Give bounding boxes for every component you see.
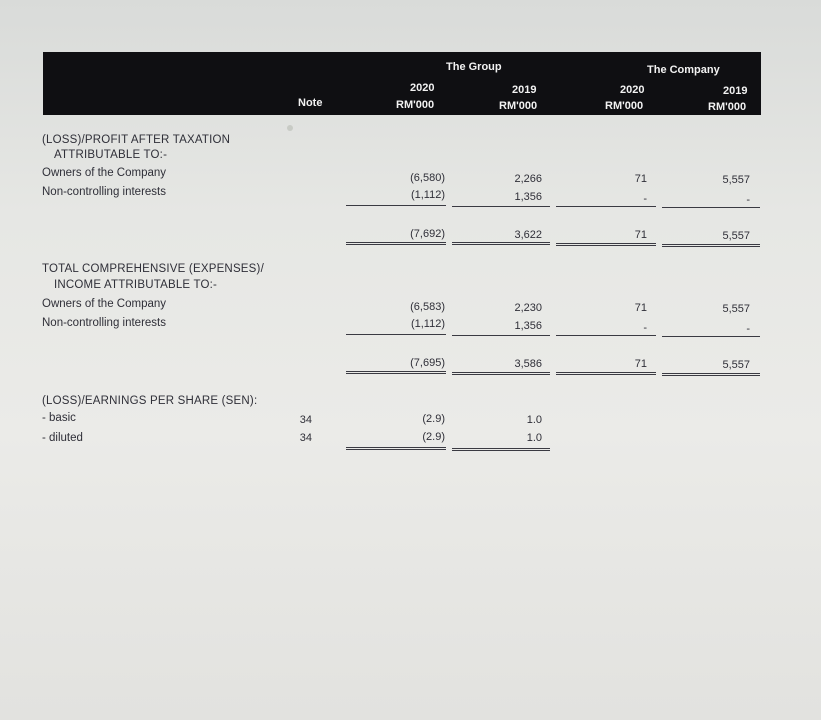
group-2019-year: 2019 bbox=[512, 84, 537, 96]
s2-r2-group-2020: (1,112) bbox=[410, 318, 445, 330]
s1-total-group-2019: 3,622 bbox=[514, 229, 542, 241]
s1-r2-group-2019: 1,356 bbox=[514, 191, 542, 203]
note-column-heading: Note bbox=[298, 97, 323, 109]
s3-r1-group-2019: 1.0 bbox=[526, 414, 542, 426]
s1-r1-group-2019: 2,266 bbox=[514, 173, 542, 185]
s1-subtotal-rule-company-2020 bbox=[556, 206, 656, 207]
s1-total-rule-company-2019 bbox=[662, 244, 760, 245]
s1-r2-company-2020: - bbox=[643, 193, 647, 205]
s1-r1-group-2020: (6,580) bbox=[410, 172, 445, 184]
s2-r2-company-2020: - bbox=[643, 322, 647, 334]
s3-r2-group-2020: (2.9) bbox=[422, 431, 445, 443]
section2-title-line1: TOTAL COMPREHENSIVE (EXPENSES)/ bbox=[42, 263, 264, 275]
s2-r2-company-2019: - bbox=[746, 323, 750, 335]
company-2020-unit: RM'000 bbox=[605, 100, 644, 112]
s2-total-rule-group-2020 bbox=[346, 371, 446, 372]
s2-total-group-2019: 3,586 bbox=[514, 358, 542, 370]
section1-row2-label: Non-controlling interests bbox=[42, 186, 167, 198]
company-2019-unit: RM'000 bbox=[708, 101, 747, 113]
section2-title-line2: INCOME ATTRIBUTABLE TO:- bbox=[54, 279, 218, 291]
s1-r1-company-2019: 5,557 bbox=[722, 174, 750, 186]
group-column-heading: The Group bbox=[446, 61, 502, 73]
s2-total-rule-company-2020 bbox=[556, 372, 656, 373]
s2-r1-group-2019: 2,230 bbox=[514, 302, 542, 314]
s1-total-rule-group-2019 bbox=[452, 242, 550, 243]
s2-subtotal-rule-company-2019 bbox=[662, 336, 760, 337]
s3-total-rule-group-2019 bbox=[452, 448, 550, 449]
section3-row2-label: - diluted bbox=[42, 432, 83, 444]
company-column-heading: The Company bbox=[647, 64, 720, 76]
s2-total-company-2019: 5,557 bbox=[722, 359, 750, 371]
s2-subtotal-rule-group-2019 bbox=[452, 335, 550, 336]
s1-total-company-2019: 5,557 bbox=[722, 230, 750, 242]
s1-total-rule-company-2020 bbox=[556, 243, 656, 244]
s3-r2-note: 34 bbox=[299, 432, 312, 444]
s1-subtotal-rule-company-2019 bbox=[662, 207, 760, 208]
section2-row2-label: Non-controlling interests bbox=[42, 317, 167, 329]
s1-total-company-2020: 71 bbox=[634, 229, 647, 241]
s2-total-rule-company-2019 bbox=[662, 373, 760, 374]
s3-total-rule-group-2020 bbox=[346, 447, 446, 448]
s1-r1-company-2020: 71 bbox=[634, 173, 647, 185]
s1-r2-group-2020: (1,112) bbox=[410, 189, 445, 201]
s2-r1-company-2020: 71 bbox=[634, 302, 647, 314]
s3-r2-group-2019: 1.0 bbox=[526, 432, 542, 444]
s2-r1-group-2020: (6,583) bbox=[410, 301, 445, 313]
company-2020-year: 2020 bbox=[620, 84, 645, 96]
s3-r1-note: 34 bbox=[299, 414, 312, 426]
s2-subtotal-rule-group-2020 bbox=[346, 334, 446, 335]
s2-total-rule-group-2019 bbox=[452, 372, 550, 373]
section3-title: (LOSS)/EARNINGS PER SHARE (SEN): bbox=[42, 395, 258, 407]
s1-total-group-2020: (7,692) bbox=[410, 228, 445, 240]
company-2019-year: 2019 bbox=[723, 85, 748, 97]
s1-total-rule-group-2020 bbox=[346, 242, 446, 243]
s1-r2-company-2019: - bbox=[746, 194, 750, 206]
s2-r1-company-2019: 5,557 bbox=[722, 303, 750, 315]
s2-subtotal-rule-company-2020 bbox=[556, 335, 656, 336]
s3-r1-group-2020: (2.9) bbox=[422, 413, 445, 425]
s2-r2-group-2019: 1,356 bbox=[514, 320, 542, 332]
section2-row1-label: Owners of the Company bbox=[42, 298, 167, 310]
section1-title-line1: (LOSS)/PROFIT AFTER TAXATION bbox=[42, 134, 231, 146]
s1-subtotal-rule-group-2019 bbox=[452, 206, 550, 207]
group-2020-unit: RM'000 bbox=[396, 99, 435, 111]
s2-total-group-2020: (7,695) bbox=[410, 357, 445, 369]
section3-row1-label: - basic bbox=[42, 412, 76, 424]
section1-title-line2: ATTRIBUTABLE TO:- bbox=[54, 149, 168, 161]
s1-subtotal-rule-group-2020 bbox=[346, 205, 446, 206]
s2-total-company-2020: 71 bbox=[634, 358, 647, 370]
group-2019-unit: RM'000 bbox=[499, 100, 538, 112]
page-mark bbox=[287, 125, 293, 131]
group-2020-year: 2020 bbox=[410, 82, 435, 94]
section1-row1-label: Owners of the Company bbox=[42, 167, 167, 179]
